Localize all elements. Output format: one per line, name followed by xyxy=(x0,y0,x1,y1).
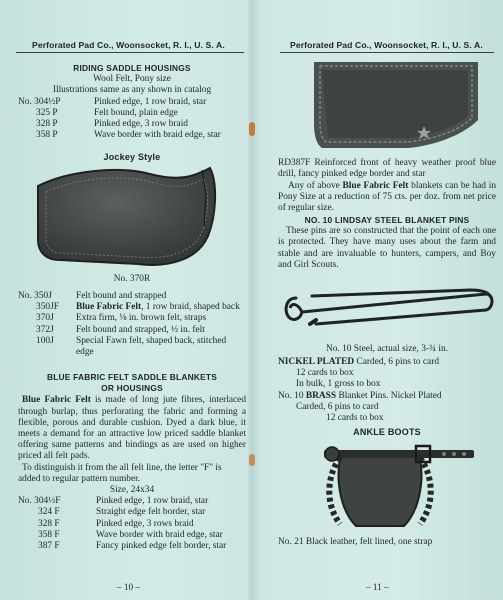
boots-caption: No. 21 Black leather, felt lined, one strap xyxy=(278,537,433,547)
brass-carded: Carded, 6 pins to card xyxy=(296,401,379,412)
list-item: 328 F Pinked edge, 3 rows braid xyxy=(38,518,194,529)
pin-caption: No. 10 Steel, actual size, 3-¾ in. xyxy=(325,344,449,354)
list-item: 350JF Blue Fabric Felt, 1 row braid, shaped back xyxy=(18,302,246,313)
jockey-list xyxy=(18,291,246,358)
left-page-header: Perforated Pad Co., Woonsocket, R. I., U. S. A. xyxy=(32,40,225,50)
jockey-title-wrap xyxy=(18,152,246,163)
left-page-number: – 10 – xyxy=(117,582,140,592)
right-page-header: Perforated Pad Co., Woonsocket, R. I., U. S. A. xyxy=(290,40,483,50)
pony-size-text: Any of above Blue Fabric Felt blankets can be had in Pony Size at a reduction of 75 cts. per doz. from net price of regular size. xyxy=(278,181,497,214)
list-item: 372J Felt bound and strapped, ½ in. felt xyxy=(36,324,205,335)
pins-title: NO. 10 LINDSAY STEEL BLANKET PINS xyxy=(304,215,470,225)
jockey-saddle-pad-image xyxy=(30,164,230,270)
jockey-caption: No. 370R xyxy=(113,274,151,284)
list-item: No. 304½P Pinked edge, 1 row braid, star xyxy=(18,96,207,107)
blue-fabric-section xyxy=(18,372,246,552)
right-header-rule xyxy=(280,52,494,53)
nickel-cards: 12 cards to box xyxy=(296,368,354,379)
list-item: No. 350J Felt bound and strapped xyxy=(18,291,167,301)
nickel-bulk: In bulk, 1 gross to box xyxy=(296,379,381,390)
brass-line: No. 10 BRASS Blanket Pins. Nickel Plated xyxy=(278,390,442,401)
boots-title: ANKLE BOOTS xyxy=(353,427,421,437)
blue-fabric-size: Size, 24x34 xyxy=(109,485,155,496)
nickel-plated-line: NICKEL PLATED Carded, 6 pins to card xyxy=(278,357,440,367)
right-page-number: – 11 – xyxy=(366,582,389,592)
blue-fabric-paragraph-2: To distinguish it from the all felt line, the letter "F" is added to regular pattern number. xyxy=(18,462,222,484)
list-item: 387 F Fancy pinked edge felt border, star xyxy=(38,541,227,552)
ankle-boot-image xyxy=(300,440,480,532)
riding-note: Illustrations same as any shown in catalog xyxy=(52,85,212,96)
pins-section xyxy=(278,215,496,271)
list-item: 100J Special Fawn felt, shaped back, stitched edge xyxy=(36,335,227,358)
brass-cards: 12 cards to box xyxy=(326,413,384,424)
list-item: 358 P Wave border with braid edge, star xyxy=(36,130,221,141)
blue-fabric-title-2: OR HOUSINGS xyxy=(101,383,163,394)
list-item: 324 F Straight edge felt border, star xyxy=(38,507,206,518)
riding-title: RIDING SADDLE HOUSINGS xyxy=(73,63,191,73)
blue-fabric-paragraph: Blue Fabric Felt is made of long jute fibres, interlaced through burlap, thus perforating the fabric and forming a flexible, porous and durable cushion. Dyed a dark blue, it meets a demand for an attractive low priced saddle blanket offering same patterns and bindings as are used on higher priced all felt pads. xyxy=(18,395,247,462)
boots-title-wrap xyxy=(278,427,496,438)
reinforced-blanket-image xyxy=(312,60,480,150)
rd387f-text: RD387F Reinforced front of heavy weather proof blue drill, fancy pinked edge border and star xyxy=(278,158,496,180)
pins-pricing xyxy=(278,357,496,424)
blue-fabric-title-1: BLUE FABRIC FELT SADDLE BLANKETS xyxy=(46,372,218,382)
bold-description: Blue Fabric Felt, 1 row braid, shaped back xyxy=(76,302,240,313)
list-item: No. 304½F Pinked edge, 1 row braid, star xyxy=(18,496,209,507)
list-item: 358 F Wave border with braid edge, star xyxy=(38,529,223,540)
riding-section xyxy=(18,63,246,141)
blanket-pin-image xyxy=(282,284,496,336)
jockey-title: Jockey Style xyxy=(103,152,161,162)
list-item: 370J Extra firm, ⅛ in. brown felt, straps xyxy=(36,313,207,324)
list-item: 328 P Pinked edge, 3 row braid xyxy=(36,119,188,130)
pins-paragraph: These pins are so constructed that the point of each one is protected. They have many uses about the farm and stable and are invaluable to hunters, campers, and Boy and Girl Scouts. xyxy=(278,226,496,270)
left-header-rule xyxy=(16,52,244,53)
riding-subtitle: Wool Felt, Pony size xyxy=(93,74,171,85)
list-item: 325 P Felt bound, plain edge xyxy=(36,107,178,118)
